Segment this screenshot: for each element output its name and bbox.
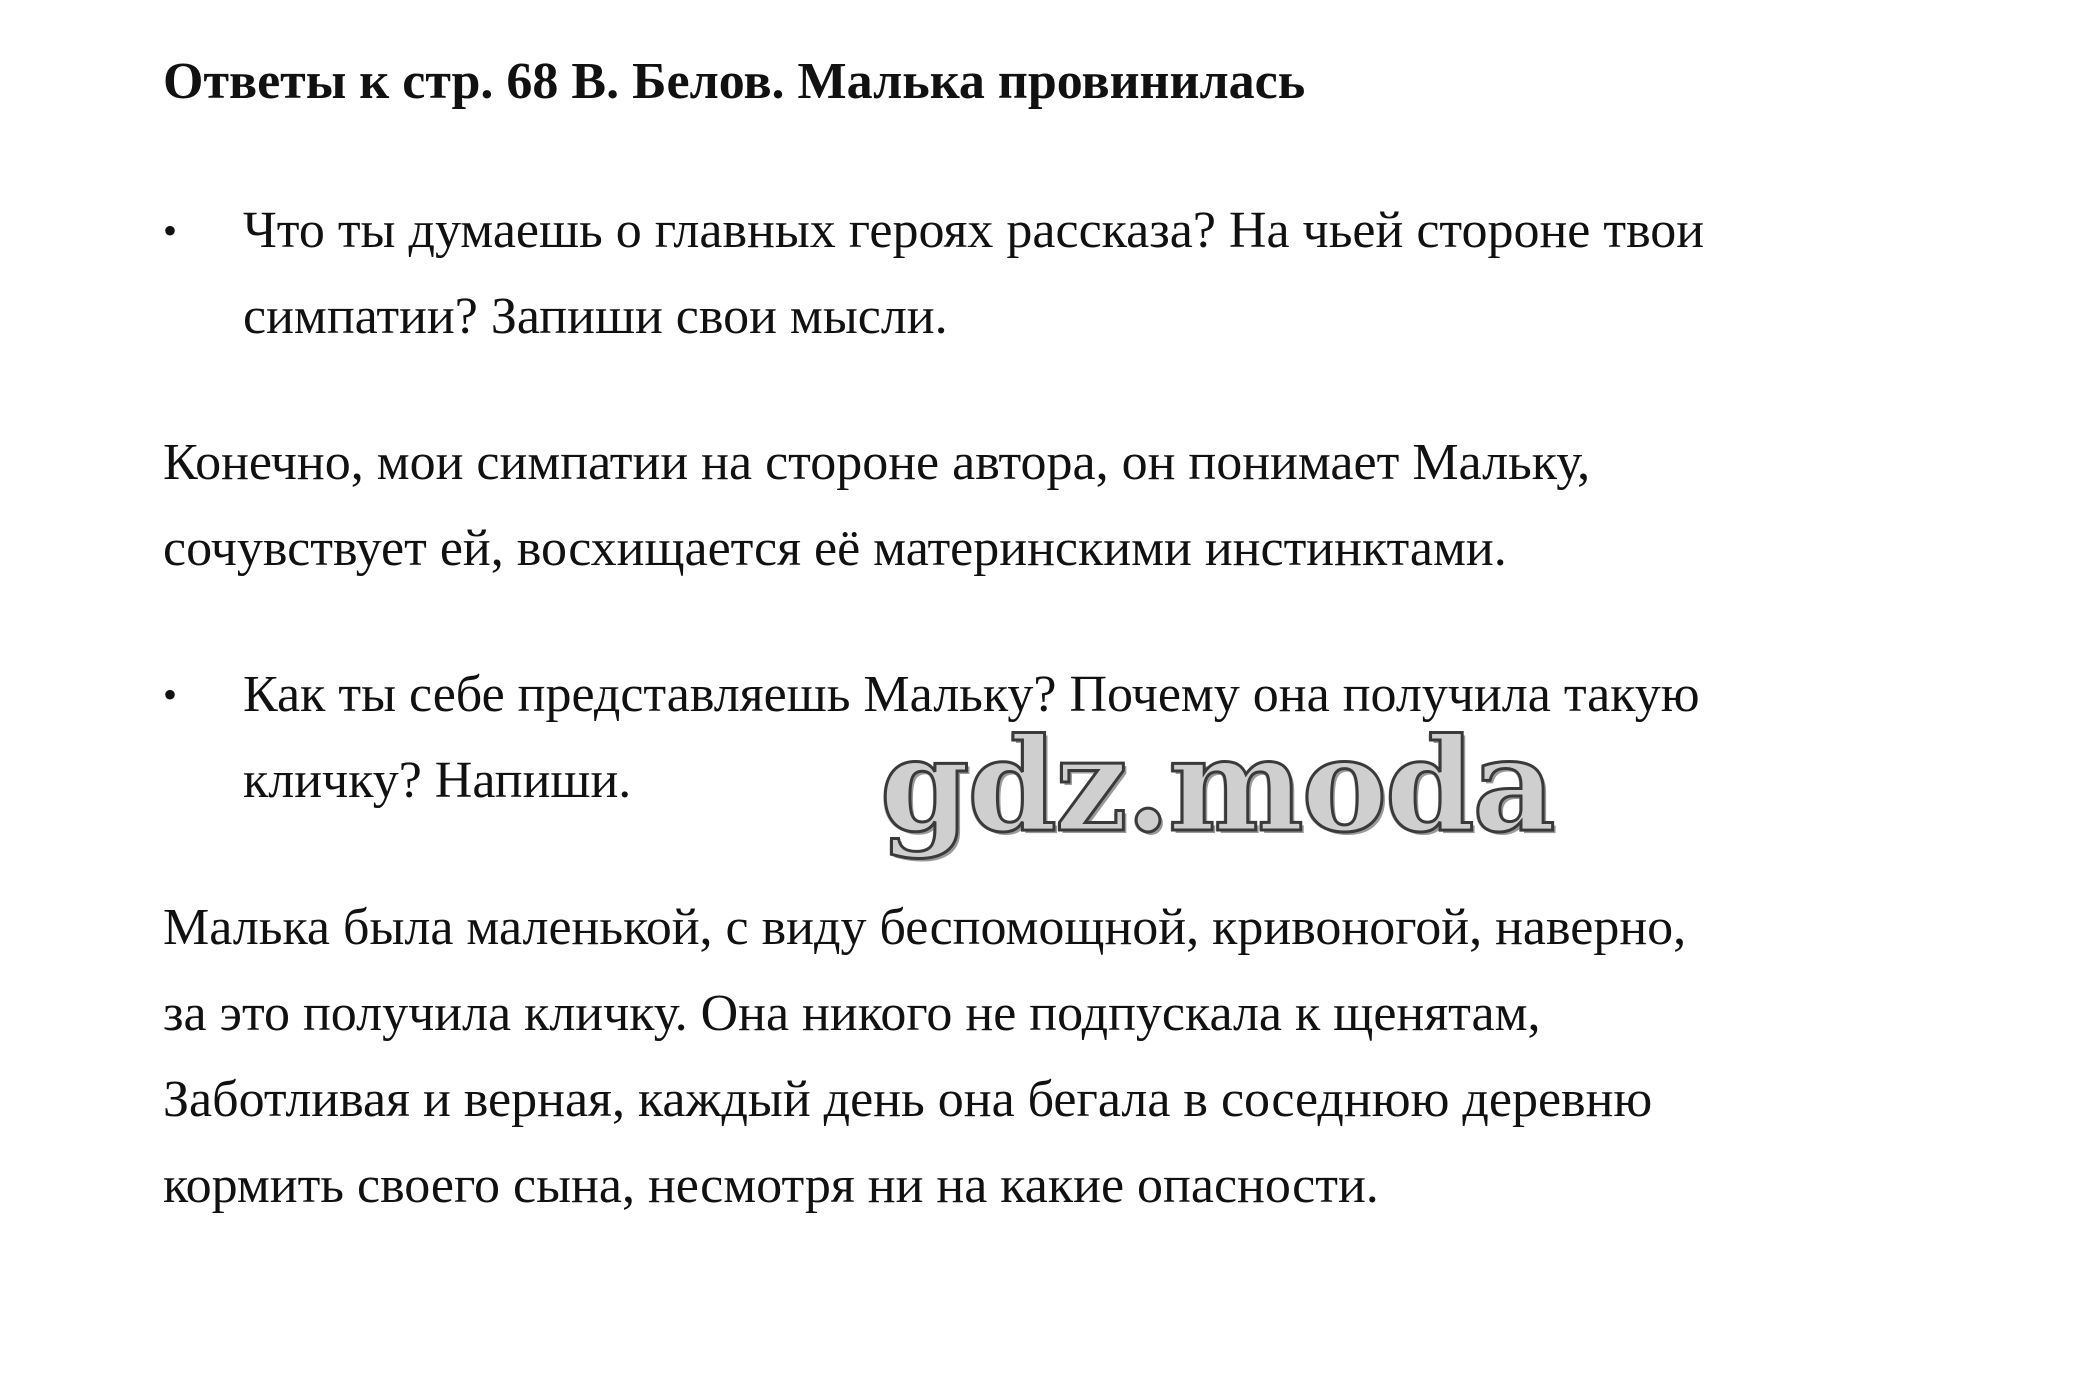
answer-line: Малька была маленькой, с виду беспомощной, кривоногой, наверно, — [163, 899, 1687, 956]
question-1 — [163, 188, 1963, 360]
answer-2 — [163, 885, 1963, 1229]
answer-line: кормить своего сына, несмотря ни на какие опасности. — [163, 1157, 1379, 1214]
question-line: Как ты себе представляешь Мальку? Почему она получила такую — [243, 666, 1700, 723]
page-title: Ответы к стр. 68 В. Белов. Малька провинилась — [163, 53, 1306, 110]
answer-line: за это получила кличку. Она никого не подпускала к щенятам, — [163, 985, 1541, 1042]
answer-1 — [163, 420, 1963, 592]
question-line: симпатии? Запиши свои мысли. — [243, 288, 948, 345]
answer-line: сочувствует ей, восхищается её материнскими инстинктами. — [163, 520, 1507, 577]
answer-line: Конечно, мои симпатии на стороне автора, он понимает Мальку, — [163, 434, 1591, 491]
bullet-icon: • — [163, 208, 178, 253]
question-line: Что ты думаешь о главных героях рассказа? На чьей стороне твои — [243, 202, 1705, 259]
question-1-text — [243, 188, 1963, 360]
answer-line: Заботливая и верная, каждый день она бегала в соседнюю деревню — [163, 1071, 1653, 1128]
question-line: кличку? Напиши. — [243, 752, 632, 809]
bullet-icon: • — [163, 672, 178, 717]
watermark-logo: gdz.moda — [880, 711, 1554, 861]
